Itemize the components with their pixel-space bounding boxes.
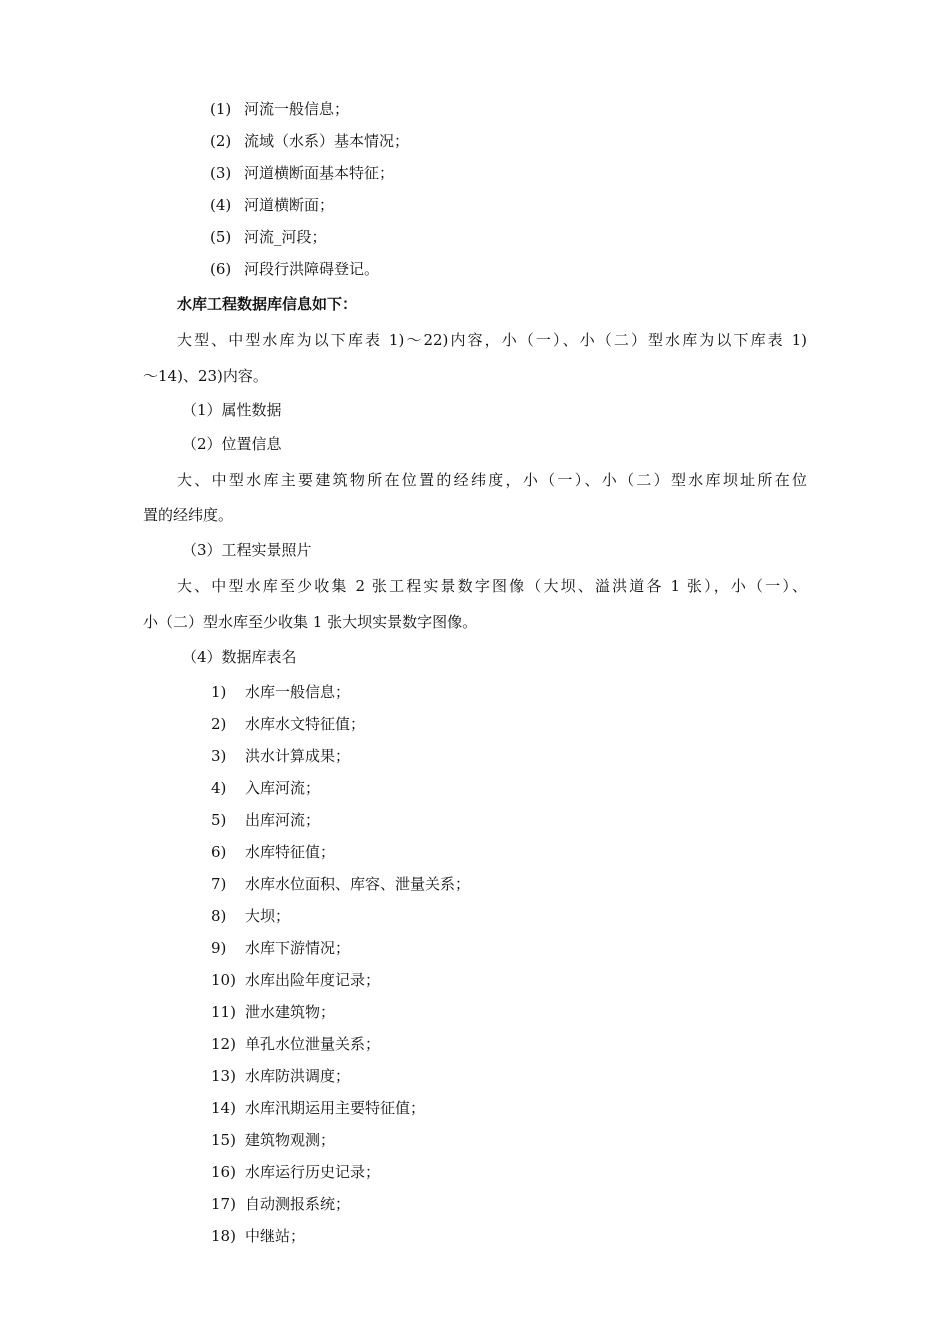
item-text: 水库水文特征值； [245, 715, 366, 733]
item-number: 6) [211, 843, 227, 861]
table-list-item [211, 1226, 305, 1246]
item-text: 河道横断面基本特征； [244, 164, 395, 182]
item-text: 建筑物观测； [245, 1131, 336, 1149]
item-text: 自动测报系统； [245, 1195, 351, 1213]
table-list-item [211, 1002, 335, 1022]
item-text: 河流一般信息； [244, 100, 350, 118]
item-number: 5) [211, 811, 227, 829]
item-text: 水库出险年度记录； [245, 971, 381, 989]
item-number: 3) [211, 747, 227, 765]
item-text: 河流_河段； [244, 228, 327, 246]
river-list-item [210, 131, 409, 151]
location-paragraph-line2: 置的经纬度。 [143, 506, 234, 524]
item-text: 流域（水系）基本情况； [244, 132, 410, 150]
item-number: 7) [211, 875, 227, 893]
item-number: 16) [211, 1163, 236, 1181]
table-list-item [211, 906, 290, 926]
item-number: (6) [210, 260, 232, 278]
item-text: 河段行洪障碍登记。 [244, 260, 380, 278]
subheading-attribute-data: （1）属性数据 [182, 401, 282, 419]
item-number: (2) [210, 132, 232, 150]
item-text: 水库运行历史记录； [245, 1163, 381, 1181]
item-text: 泄水建筑物； [245, 1003, 336, 1021]
item-text: 水库特征值； [245, 843, 336, 861]
item-number: (5) [210, 228, 232, 246]
table-list-item [211, 746, 350, 766]
table-list-item [211, 1130, 335, 1150]
river-list-item [210, 259, 379, 279]
item-number: (1) [210, 100, 232, 118]
item-text: 水库一般信息； [245, 683, 351, 701]
river-list-item [210, 99, 349, 119]
table-list-item [211, 778, 320, 798]
item-number: 2) [211, 715, 227, 733]
table-list-item [211, 1066, 350, 1086]
item-number: 18) [211, 1227, 236, 1245]
item-number: 9) [211, 939, 227, 957]
subheading-table-names: （4）数据库表名 [182, 648, 297, 666]
item-text: 水库下游情况； [245, 939, 351, 957]
item-number: 11) [211, 1003, 236, 1021]
table-list-item [211, 1098, 425, 1118]
item-text: 河道横断面； [244, 196, 335, 214]
item-text: 水库汛期运用主要特征值； [245, 1099, 426, 1117]
table-list-item [211, 1194, 350, 1214]
table-list-item [211, 810, 320, 830]
item-number: (3) [210, 164, 232, 182]
table-list-item [211, 1034, 380, 1054]
item-text: 单孔水位泄量关系； [245, 1035, 381, 1053]
item-number: 12) [211, 1035, 236, 1053]
item-text: 出库河流； [245, 811, 321, 829]
item-text: 大坝； [245, 907, 291, 925]
table-list-item [211, 1162, 380, 1182]
river-list-item [210, 163, 394, 183]
item-number: 17) [211, 1195, 236, 1213]
intro-paragraph-line2: ～14)、23)内容。 [143, 367, 268, 385]
table-list-item [211, 842, 335, 862]
table-list-item [211, 714, 365, 734]
river-list-item [210, 195, 334, 215]
item-number: 13) [211, 1067, 236, 1085]
item-text: 洪水计算成果； [245, 747, 351, 765]
item-text: 入库河流； [245, 779, 321, 797]
item-text: 中继站； [245, 1227, 306, 1245]
item-number: 4) [211, 779, 227, 797]
item-number: (4) [210, 196, 232, 214]
photos-paragraph-line1: 大、中型水库至少收集 2 张工程实景数字图像（大坝、溢洪道各 1 张），小（一）、 [177, 577, 807, 595]
photos-paragraph-line2: 小（二）型水库至少收集 1 张大坝实景数字图像。 [143, 613, 478, 631]
subheading-location-info: （2）位置信息 [182, 435, 282, 453]
section-heading: 水库工程数据库信息如下： [177, 295, 358, 313]
table-list-item [211, 938, 350, 958]
item-number: 1) [211, 683, 227, 701]
river-list-item [210, 227, 327, 247]
table-list-item [211, 874, 470, 894]
table-list-item [211, 682, 350, 702]
table-list-item [211, 970, 380, 990]
subheading-site-photos: （3）工程实景照片 [182, 541, 312, 559]
item-number: 10) [211, 971, 236, 989]
item-text: 水库防洪调度； [245, 1067, 351, 1085]
item-number: 14) [211, 1099, 236, 1117]
item-number: 8) [211, 907, 227, 925]
intro-paragraph-line1: 大型、中型水库为以下库表 1)～22)内容，小（一）、小（二）型水库为以下库表 1) [177, 331, 807, 349]
location-paragraph-line1: 大、中型水库主要建筑物所在位置的经纬度，小（一）、小（二）型水库坝址所在位 [177, 471, 807, 489]
item-text: 水库水位面积、库容、泄量关系； [245, 875, 471, 893]
item-number: 15) [211, 1131, 236, 1149]
